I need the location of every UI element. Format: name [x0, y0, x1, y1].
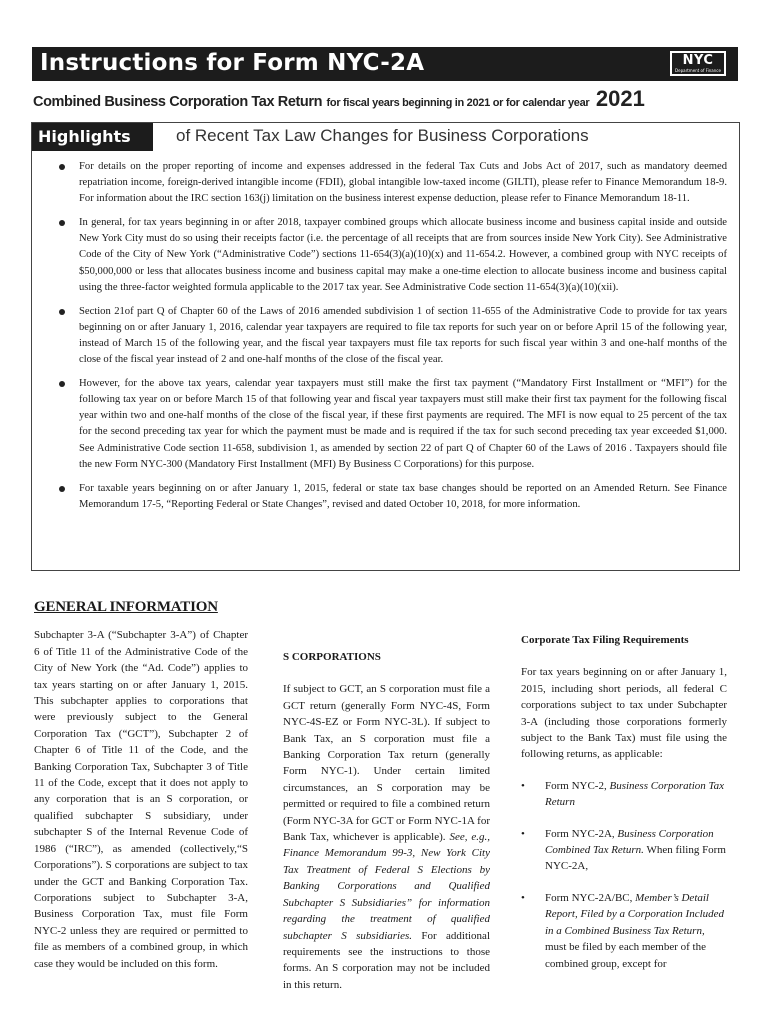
form-subtitle — [33, 86, 733, 112]
highlight-text: For details on the proper reporting of income and expenses addressed in the federal Tax Cuts and Jobs Act of 2017, such as mandatory deemed repatriation income, foreign-derived intangible income (FDII), global intangible low-taxed income (GILTI), please refer to Finance Memorandum 18-9. For information about the IRC section 163(j) limitation on the business interest expense deduction, please refer to Finance Memorandum 18-11. — [79, 161, 727, 205]
bullet-icon — [59, 164, 65, 170]
bullet-icon: • — [521, 827, 525, 840]
filing-bullet — [521, 826, 727, 875]
title-bar — [32, 47, 738, 81]
bullet-text: Form NYC-2, — [545, 779, 607, 792]
s-corp-text-italic: See, e.g., Finance Memorandum 99-3, New York City Tax Treatment of Federal S Elections by Banking Corporations and Qualified Subchapter S Subsidiaries” for information regarding the treatment of qualified subchapter S subsidiaries. — [283, 831, 490, 942]
highlight-text: However, for the above tax years, calendar year taxpayers must still make the first tax payment (“Mandatory First Installment or “MFI”) for the following tax year on or before March 15 of that following year and fiscal year taxpayers must still make their first tax payment for the following fiscal year within two and one-half months of the close of the fiscal year, if these first payments are required. The MFI is now equal to 25 percent of the tax for the second preceding tax year for which the payment must be made and is required if the tax for such second preceding tax year exceeded $1,000. See Administrative Code section 11-658, subdivision 1, as amended by section 22 of part Q of Chapter 60 of the Laws of 2016 . Taxpayers should file the new Form NYC-300 (Mandatory First Installment (MFI) By Business C Corporations) for this purpose. — [79, 378, 727, 470]
highlight-text: Section 21of part Q of Chapter 60 of the Laws of 2016 amended subdivision 1 of section 11-655 of the Administrative Code to provide for tax years beginning on or after January 1, 2016, calendar year taxpayers are required to file tax reports for such year on or before April 15 of the following year, instead of March 15 of the following year, and the fiscal year taxpayers must file tax reports for such fiscal year within 3 and one-half months of the close of the fiscal year instead of 2 and one-half months of the close of the fiscal year. — [79, 305, 727, 366]
highlights-list — [32, 159, 737, 521]
highlight-item — [32, 159, 737, 207]
filing-requirements-heading: Corporate Tax Filing Requirements — [521, 634, 689, 646]
bullet-icon — [59, 220, 65, 226]
logo-subtext: Department of Finance — [675, 68, 721, 73]
highlight-item — [32, 376, 737, 473]
bullet-icon — [59, 309, 65, 315]
spacer — [521, 599, 727, 632]
filing-intro: For tax years beginning on or after January 1, 2015, including short periods, all federal C corporations subject to tax under Subchapter 3-A (including those corporations formerly subject to the Bank Tax) must file using the following returns, as applicable: — [521, 666, 727, 761]
bullet-text-tail: When filing Form NYC-2A, — [545, 844, 726, 873]
bullet-text-italic: Business Corporation Combined Tax Return. — [545, 827, 714, 857]
page-title: Instructions for Form NYC-2A — [40, 50, 425, 76]
bullet-icon: • — [521, 891, 525, 904]
column-filing-requirements — [521, 599, 727, 972]
bullet-text: Form NYC-2A, — [545, 827, 615, 840]
highlight-item — [32, 304, 737, 368]
highlights-box — [31, 122, 740, 571]
s-corporations-heading: S CORPORATIONS — [283, 651, 381, 663]
highlights-title: of Recent Tax Law Changes for Business Corporations — [176, 126, 589, 145]
bullet-icon: • — [521, 779, 525, 792]
bullet-text: Form NYC-2A/BC, — [545, 891, 633, 904]
highlight-text: In general, for tax years beginning in or after 2018, taxpayer combined groups which allocate business income and business capital inside and outside New York City must do so using their receipts factor (i.e. the percentage of all receipts that are from sources inside New York City). See Administrative Code of the City of New York (“Administrative Code”) sections 11-654(3)(a)(10)(x) and 11-654.2. However, a combined group with NYC receipts of $50,000,000 or less that allocates business income and business capital may make a one-time election to allocate business income and business capital using the three-factor weighted formula applicable to the 2017 tax year. See Administrative Code section 11-654(3)(a)(10)(xii). — [79, 217, 727, 293]
filing-bullet — [521, 778, 727, 811]
highlights-label: Highlights — [32, 123, 153, 151]
s-corp-text-1: If subject to GCT, an S corporation must file a GCT return (generally Form NYC-4S, Form NYC-4S-EZ or Form NYC-3L). If subject to Bank Tax, an S corporation must file a Banking Corporation Tax return (generally Form NYC-1). Under certain limited circumstances, an S corporation may be permitted or required to file a combined return (Form NYC-3A for GCT or Form NYC-1A for Bank Tax, whichever is applicable). — [283, 683, 490, 844]
highlight-item — [32, 215, 737, 295]
subtitle-small: for fiscal years beginning in 2021 or for calendar year — [326, 97, 590, 109]
nyc-logo — [670, 51, 726, 76]
general-information-text: Subchapter 3-A (“Subchapter 3-A”) of Chapter 6 of Title 11 of the Administrative Code of the City of New York (the “Ad. Code”) applies to tax years starting on or after January 1, 2015. This subchapter applies to corporations that were previously subject to the General Corporation Tax (“GCT”), Subchapter 2 of Chapter 6 of Title 11 of the Code, and the Banking Corporation Tax, Subchapter 3 of Title 11 of the Code, except that it does not apply to any corporation that is an S corporation, or qualified subchapter S subsidiary, under subchapter S of the Internal Revenue Code of 1986 (“IRC”), as amended (collectively,“S Corporations”). S corporations are subject to tax under the GCT and Banking Corporation Tax. Corporations subject to Subchapter 3-A, Business Corporation Tax, must file Form NYC-2 unless they are required or permitted to file as members of a combined group, in which case they would be included on this form. — [34, 629, 248, 970]
column-general-information — [34, 599, 248, 972]
subtitle-main: Combined Business Corporation Tax Return — [33, 94, 323, 110]
filing-bullet — [521, 890, 727, 972]
subtitle-year: 2021 — [595, 86, 645, 111]
logo-text: NYC — [682, 53, 714, 68]
highlight-text: For taxable years beginning on or after January 1, 2015, federal or state tax base changes should be reported on an Amended Return. See Finance Memorandum 17-5, “Reporting Federal or State Changes”, revised and dated October 10, 2018, for more information. — [79, 482, 727, 510]
general-information-heading: GENERAL INFORMATION — [34, 599, 218, 615]
bullet-text-italic: Member’s Detail Report, Filed by a Corporation Included in a Combined Business Tax Return, — [545, 891, 725, 937]
s-corporations-text — [283, 681, 490, 993]
bullet-text-italic: Business Corporation Tax Return — [545, 779, 724, 809]
column-s-corporations — [283, 599, 490, 993]
bullet-icon — [59, 381, 65, 387]
bullet-icon — [59, 486, 65, 492]
s-corp-text-3: For additional requirements see the instructions to those forms. An S corporation may not be included in this return. — [283, 929, 490, 991]
highlight-item — [32, 481, 737, 513]
bullet-text-tail: must be filed by each member of the combined group, except for — [545, 941, 706, 970]
